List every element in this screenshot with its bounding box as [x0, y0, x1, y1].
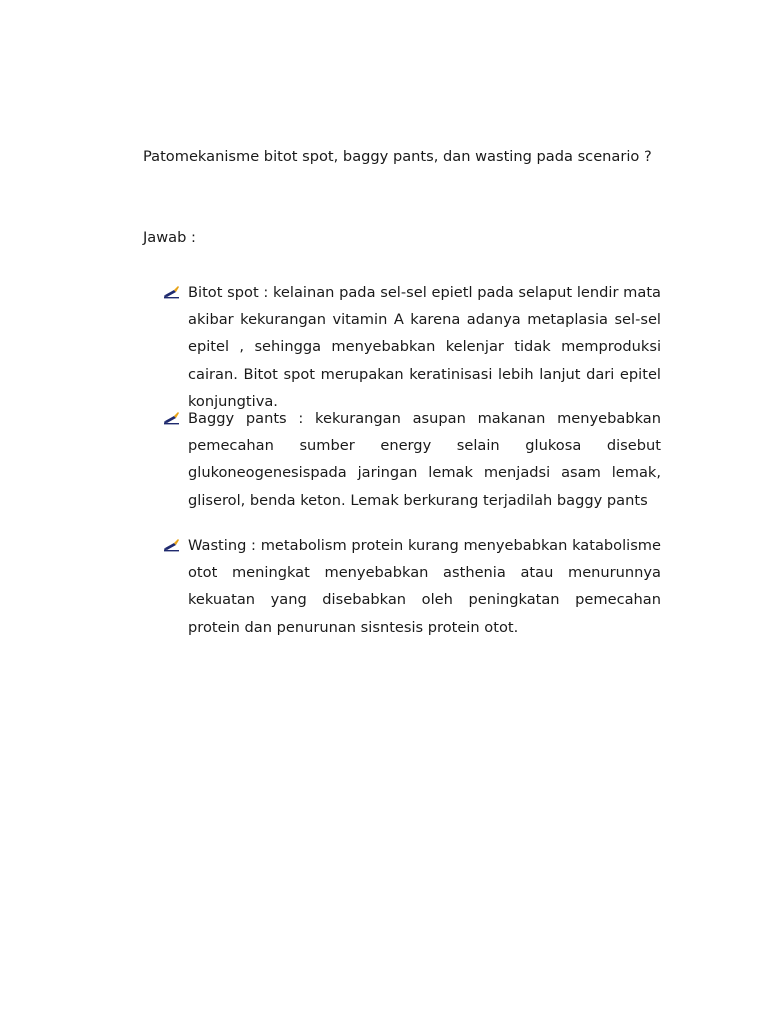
answer-label: Jawab : — [143, 229, 196, 246]
bullet-text: Baggy pants : kekurangan asupan makanan menyebabkan pemecahan sumber energy selain glukosa disebut glukoneogenesispada jaringan lemak menjadsi asam lemak, gliserol, benda keton. Lemak berkurang terjadilah baggy pants — [188, 410, 661, 509]
bullet-text: Wasting : metabolism protein kurang menyebabkan katabolisme otot meningkat menyebabkan asthenia atau menurunnya kekuatan yang disebabkan oleh peningkatan pemecahan protein dan penurunan sisntesis protein otot. — [188, 537, 661, 636]
pen-bullet-icon — [163, 283, 181, 299]
bullet-text: Bitot spot : kelainan pada sel-sel epietl pada selaput lendir mata akibar kekurangan vitamin A karena adanya metaplasia sel-sel epitel , sehingga menyebabkan kelenjar tidak memproduksi cairan. Bitot spot merupakan keratinisasi lebih lanjut dari epitel konjungtiva. — [188, 284, 661, 410]
question-text: Patomekanisme bitot spot, baggy pants, dan wasting pada scenario ? — [143, 148, 652, 165]
pen-bullet-icon — [163, 536, 181, 552]
pen-bullet-icon — [163, 409, 181, 425]
